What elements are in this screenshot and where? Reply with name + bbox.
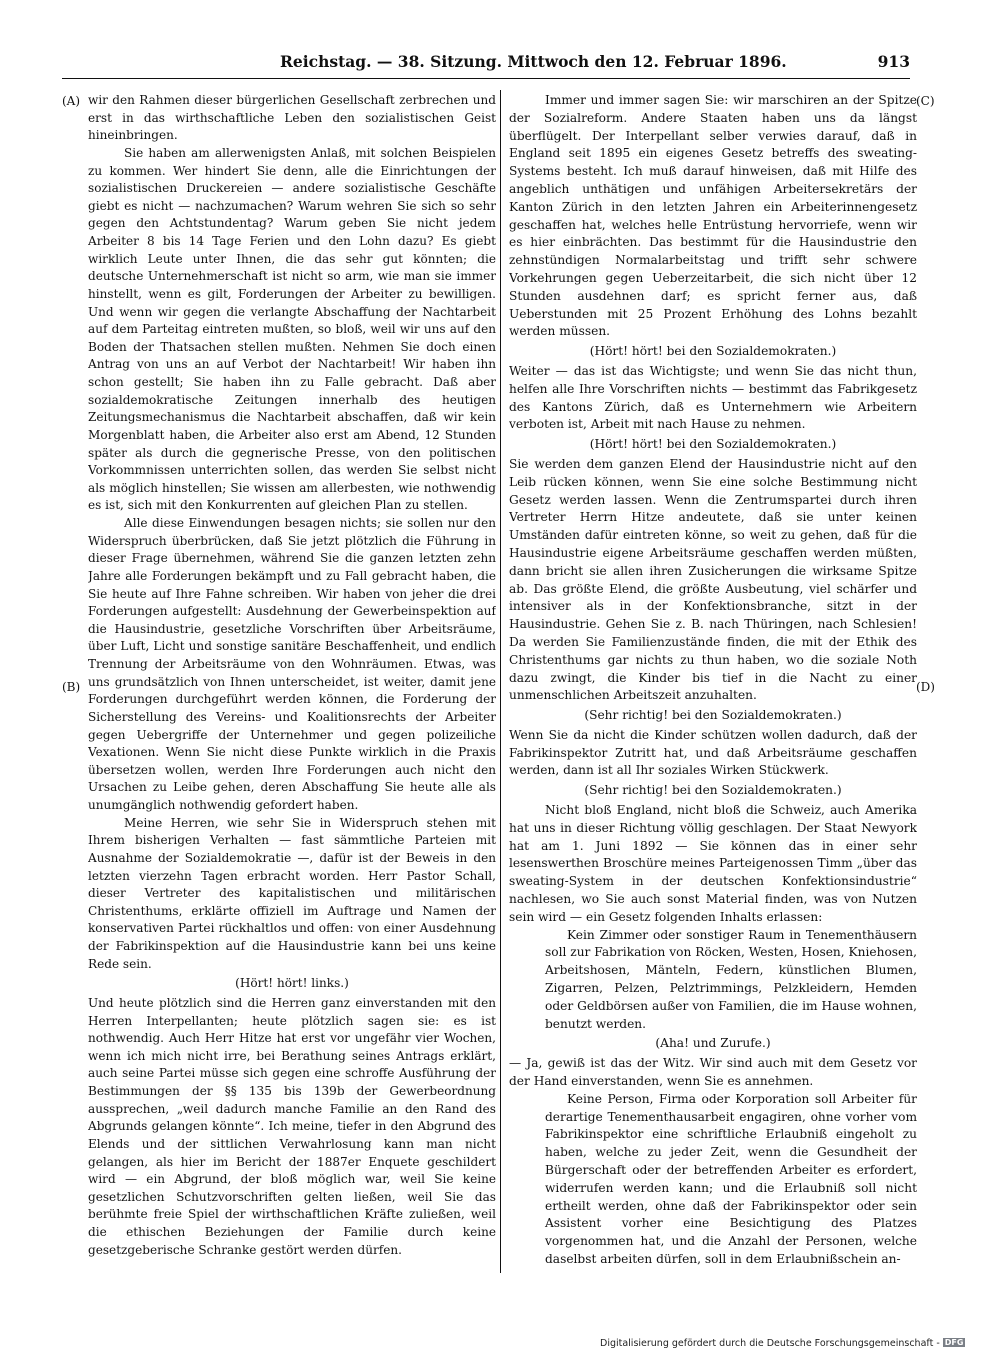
margin-marker-b: (B) xyxy=(62,680,81,694)
running-header xyxy=(88,50,910,74)
quote-paragraph: Keine Person, Firma oder Korporation soll Arbeiter für derartige Tenementhausarbeit engagiren, ohne vorher vom Fabrikinspektor eine schriftliche Erlaubniß eingeholt zu haben, welche zu jeder Zeit, wenn die Gesundheit der Bürgerschaft oder der betreffenden Arbeiter es erfordert, widerrufen werden kann; und die Erlaubniß soll nicht ertheilt werden, ohne daß der Fabrikinspektor oder sein Assistent vorher eine Besichtigung des Platzes vorgenommen hat, und die Anzahl der Personen, welche daselbst arbeiten dürfen, soll in dem Erlaubnißschein an- xyxy=(545,1091,917,1266)
stage-direction: (Hört! hört! bei den Sozialdemokraten.) xyxy=(589,344,837,359)
margin-marker-d: (D) xyxy=(916,680,935,694)
page-number: 913 xyxy=(877,52,910,71)
paragraph: Wenn Sie da nicht die Kinder schützen wollen dadurch, daß der Fabrikinspektor Zutritt hat, und daß Arbeitsräume geschaffen werden, dann ist all Ihr soziales Wirken Stückwerk. xyxy=(509,727,917,778)
column-divider xyxy=(500,90,501,1273)
quote-paragraph: Kein Zimmer oder sonstiger Raum in Tenementhäusern soll zur Fabrikation von Röcken, Westen, Hosen, Kniehosen, Arbeitshosen, Mänteln, Federn, künstlichen Blumen, Zigarren, Pelzen, Pelztrimmings, Pelzkleidern, Hemden oder Geldbörsen außer von Familien, die im Hause wohnen, benutzt werden. xyxy=(545,927,917,1031)
left-column xyxy=(88,92,496,1272)
stage-direction: (Hört! hört! bei den Sozialdemokraten.) xyxy=(589,437,837,452)
paragraph: Sie werden dem ganzen Elend der Hausindustrie nicht auf den Leib rücken können, wenn Sie eine solche Bestimmung nicht Gesetz werden lassen. Wenn die Zentrumspartei durch ihren Vertreter Herrn Hitze andeutete, daß sie unter keinen Umständen dafür eintreten könne, so weit zu gehen, daß für die Hausindustrie eigene Arbeitsräume geschaffen werden müßten, dann bricht sie allen ihren Zusicherungen die wirksame Spitze ab. Das größte Elend, die größte Ausbeutung, viel schärfer und intensiver als in der Konfektionsbranche, sitzt in der Hausindustrie. Gehen Sie z. B. nach Thüringen, nach Schlesien! Da werden Sie Familienzustände finden, die mit der Ethik des Christenthums gar nichts zu thun haben, wo die soziale Noth dazu zwingt, die Kinder bis tief in die Nacht zu einer unmenschlichen Arbeitszeit anzuhalten. xyxy=(509,456,917,703)
paragraph: Weiter — das ist das Wichtigste; und wenn Sie das nicht thun, helfen alle Ihre Vorschriften nichts — bestimmt das Fabrikgesetz des Kantons Zürich, daß es Unternehmern wie Arbeitern verboten ist, Arbeit mit nach Hause zu nehmen. xyxy=(509,363,917,432)
footer-credit xyxy=(600,1338,990,1352)
margin-marker-a: (A) xyxy=(62,94,81,108)
paragraph: Nicht bloß England, nicht bloß die Schweiz, auch Amerika hat uns in dieser Richtung völlig geschlagen. Der Staat Newyork hat am 1. Juni 1892 — Sie können das in einer sehr lesenswerthen Broschüre meines Parteigenossen Timm „über das sweating-System in der deutschen Konfektionsindustrie“ nachlesen, wo Sie auch sonst Material finden, was von Nutzen sein wird — ein Gesetz folgenden Inhalts erlassen: xyxy=(509,803,917,924)
stage-direction: (Hört! hört! links.) xyxy=(235,976,349,991)
paragraph: Sie haben am allerwenigsten Anlaß, mit solchen Beispielen zu kommen. Wer hindert Sie denn, alle die Einrichtungen der sozialistischen Druckereien — andere sozialistische Geschäfte giebt es nicht — nachzumachen? Warum wehren Sie sich so sehr gegen den Achtstundentag? Warum geben Sie nicht jedem Arbeiter 8 bis 14 Tage Ferien und den Lohn dazu? Es giebt wirklich Leute unter Ihnen, die das sehr gut könnten; die deutsche Unternehmerschaft ist nicht so arm, wie man sie immer hinstellt, wenn es gilt, Forderungen der Arbeiter zu bewilligen. Und wenn wir gegen die verlangte Abschaffung der Nachtarbeit auf dem Parteitag eintreten mußten, so bloß, weil wir uns auf den Boden der Thatsachen stellen mußten. Nehmen Sie doch einen Antrag von uns an auf Verbot der Nachtarbeit! Wir haben ihn schon gestellt; Sie haben ihn zu Falle gebracht. Daß aber sozialdemokratische Zeitungen innerhalb des heutigen Zeitungsmechanismus die Nachtarbeit abschaffen, daß wir kein Morgenblatt haben, die Arbeiter also erst am Abend, 12 Stunden später als durch die gegnerische Presse, von den politischen Vorkommnissen unterrichten sollen, das werden Sie selbst nicht als möglich hinstellen; Sie wissen am allerbesten, wie nothwendig es ist, sich mit den Konkurrenten auf gleichen Plan zu stellen. xyxy=(88,145,496,513)
dfg-logo: DFG xyxy=(944,1338,964,1347)
paragraph: Meine Herren, wie sehr Sie in Widerspruch stehen mit Ihrem bisherigen Verhalten — fast sämmtliche Parteien mit Ausnahme der Sozialdemokratie —, dafür ist der Beweis in den letzten vierzehn Tagen erbracht worden. Herr Pastor Schall, dieser Vertreter des kapitalistischen und militärischen Christenthums, erklärte offiziell im Auftrage und Namen der konservativen Partei rückhaltlos und offen: von einer Ausdehnung der Fabrikinspektion auf die Hausindustrie kann bei uns keine Rede sein. xyxy=(88,815,496,971)
paragraph: — Ja, gewiß ist das der Witz. Wir sind auch mit dem Gesetz vor der Hand einverstanden, wenn Sie es annehmen. xyxy=(509,1056,917,1089)
paragraph: Und heute plötzlich sind die Herren ganz einverstanden mit den Herren Interpellanten; heute plötzlich sagen sie: es ist nothwendig. Auch Herr Hitze hat erst vor ungefähr vier Wochen, wenn ich mich nicht irre, bei Berathung seines Antrags erklärt, auch seine Partei müsse sich gegen eine schroffe Ausführung der Bestimmungen der §§ 135 bis 139b der Gewerbeordnung aussprechen, „weil dadurch manche Familie an den Rand des Abgrunds gelangen könnte“. Ich meine, tiefer in den Abgrund des Elends und der sittlichen Verwahrlosung kann man nicht gelangen, als hier im Bericht der 1887er Enquete geschildert wird — ein Abgrund, der bloß möglich war, weil Sie keine gesetzlichen Schutzvorschriften gelten ließen, weil Sie das berühmte freie Spiel der wirthschaftlichen Kräfte zuließen, weil die ethischen Beziehungen der Familie durch keine gesetzgeberische Schranke gestört werden dürfen. xyxy=(88,995,496,1257)
quoted-law-text xyxy=(509,1091,917,1269)
right-column xyxy=(509,92,917,1272)
margin-marker-c: (C) xyxy=(916,94,935,108)
quoted-law-text xyxy=(509,927,917,1034)
header-title: Reichstag. — 38. Sitzung. Mittwoch den 12. Februar 1896. xyxy=(280,52,787,71)
stage-direction: (Sehr richtig! bei den Sozialdemokraten.) xyxy=(584,708,842,723)
stage-direction: (Sehr richtig! bei den Sozialdemokraten.) xyxy=(584,783,842,798)
paragraph: wir den Rahmen dieser bürgerlichen Gesellschaft zerbrechen und erst in das wirthschaftliche Leben den sozialistischen Geist hineinbringen. xyxy=(88,93,496,143)
stage-direction: (Aha! und Zurufe.) xyxy=(655,1036,771,1051)
paragraph: Immer und immer sagen Sie: wir marschiren an der Spitze der Sozialreform. Andere Staaten haben uns da längst überflügelt. Der Interpellant selber verwies darauf, daß in England seit 1895 ein eigenes Gesetz betreffs des sweating-Systems besteht. Ich muß darauf hinweisen, daß mit Hilfe des angeblich unthätigen und unfähigen Arbeitersekretärs der Kanton Zürich in den letzten Jahren ein Arbeiterinnengesetz geschaffen hat, welches helle Entrüstung hervorriefe, wenn wir es hier einbrächten. Das bestimmt für die Hausindustrie den zehnstündigen Normalarbeitstag und trifft sehr schwere Vorkehrungen gegen Ueberzeitarbeit, die sich nicht über 12 Stunden ausdehnen darf; es spricht ferner aus, daß Ueberstunden mit 25 Prozent Erhöhung des Lohns bezahlt werden müssen. xyxy=(509,93,917,339)
header-rule xyxy=(62,78,910,79)
footer-text: Digitalisierung gefördert durch die Deutsche Forschungsgemeinschaft - xyxy=(600,1338,940,1349)
paragraph: Alle diese Einwendungen besagen nichts; sie sollen nur den Widerspruch überbrücken, daß Sie jetzt plötzlich die Führung in dieser Frage übernehmen, während Sie die ganzen letzten zehn Jahre alle Forderungen bekämpft und zu Fall gebracht haben, die Sie heute auf Ihre Fahne schreiben. Wir haben von jeher die drei Forderungen aufgestellt: Ausdehnung der Gewerbeinspektion auf die Hausindustrie, gesetzliche Vorschriften über Arbeitsräume, über Luft, Licht und sonstige sanitäre Beschaffenheit, und endlich Trennung der Arbeitsräume von den Wohnräumen. Etwas, was uns grundsätzlich von Ihnen unterscheidet, ist weiter, damit jene Forderungen durchgeführt werden können, die Forderung der Sicherstellung des Vereins- und Koalitionsrechts der Arbeiter gegen Uebergriffe der Unternehmer und gegen polizeiliche Vexationen. Wenn Sie nicht diese Punkte wirklich in die Praxis übersetzen wollen, werden Ihre Forderungen auch nicht den Ursachen zu Leibe gehen, deren Abschaffung Sie heute alle als unumgänglich nothwendig gefordert haben. xyxy=(88,516,496,812)
